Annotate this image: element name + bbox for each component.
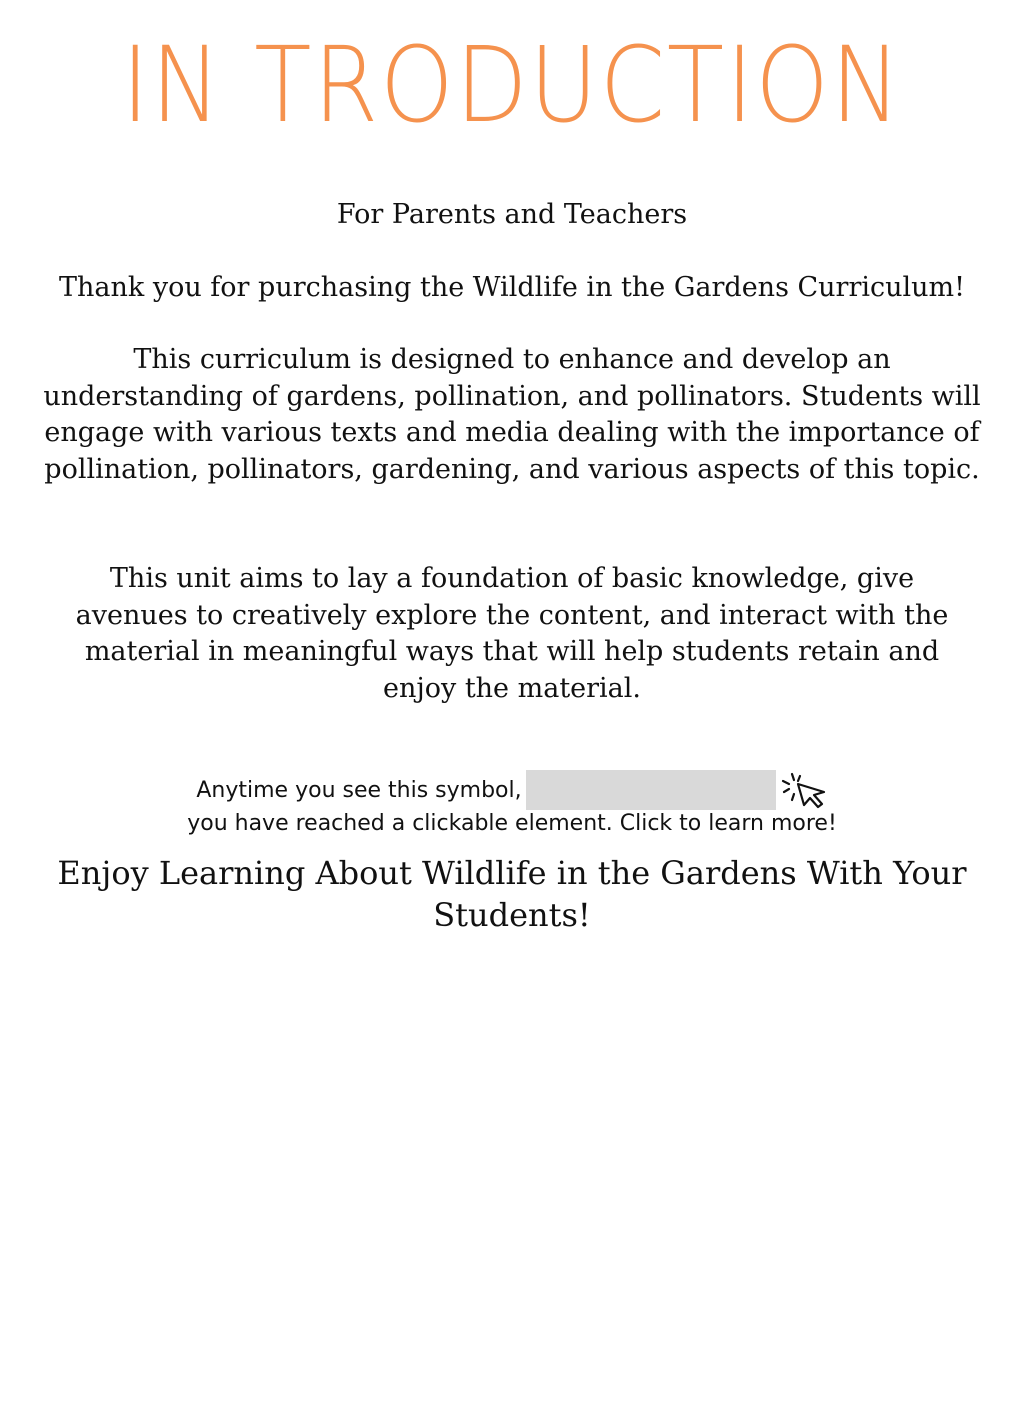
click-cursor-icon [780, 770, 828, 810]
symbol-note-line1 [0, 770, 1024, 810]
curriculum-paragraph: This curriculum is designed to enhance and develop an understanding of gardens, pollination, and pollinators. Students will engage with various texts and media dealing with the importance of pollination, pollinators, gardening, and various aspects of this topic. [43, 344, 981, 485]
symbol-note-line2: you have reached a clickable element. Click to learn more! [187, 811, 837, 836]
subtitle: For Parents and Teachers [336, 199, 688, 230]
page-title: IN TRODUCTION [121, 24, 903, 146]
unit-paragraph: This unit aims to lay a foundation of basic knowledge, give avenues to creatively explore the content, and interact with the material in meaningful ways that will help students retain and enjoy the material. [75, 563, 949, 704]
symbol-note-text: Anytime you see this symbol, [196, 777, 522, 803]
clickable-symbol-box [526, 770, 776, 810]
closing-line: Enjoy Learning About Wildlife in the Gardens With Your Students! [57, 854, 967, 934]
thanks-line: Thank you for purchasing the Wildlife in the Gardens Curriculum! [59, 272, 965, 303]
